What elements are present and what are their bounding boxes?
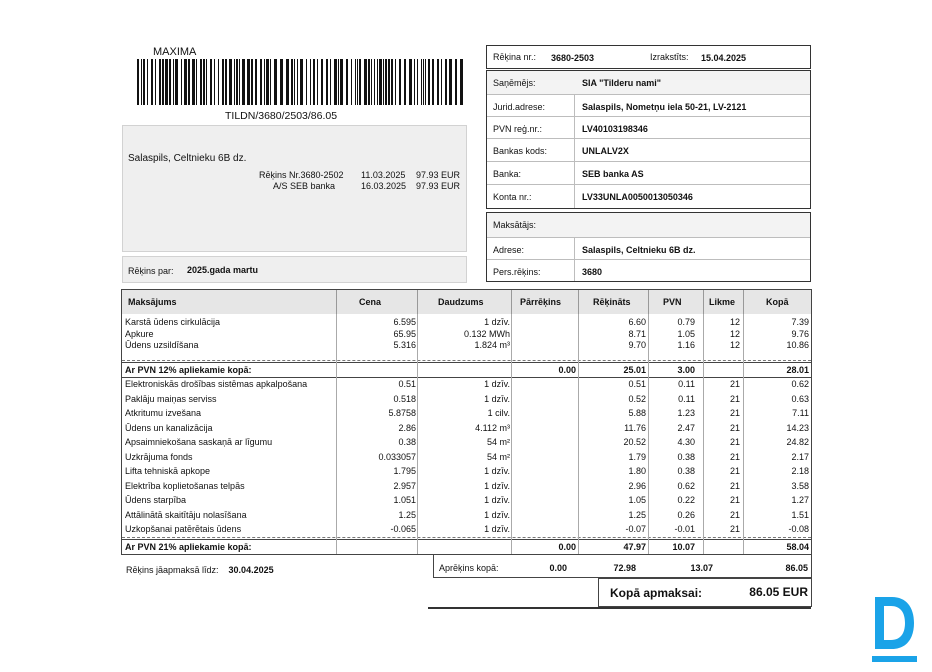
barcode-bar [280, 59, 283, 105]
barcode [137, 59, 467, 105]
cell-vat: 0.11 [678, 393, 695, 404]
cell-qty: 1 dzīv. [484, 480, 510, 491]
barcode-bar [260, 59, 262, 105]
barcode-bar [388, 59, 390, 105]
cell-name: Lifta tehniskā apkope [125, 466, 211, 476]
prev-invoice-amount: 97.93 EUR [416, 170, 461, 180]
barcode-bar [266, 59, 269, 105]
row-value: Salaspils, Nometņu iela 50-21, LV-2121 [582, 102, 747, 112]
cell-billed: 1.05 [628, 495, 646, 505]
barcode-bar [441, 59, 442, 105]
column-header: Likme [704, 290, 744, 314]
subtotal-vat: 10.07 [672, 542, 695, 552]
invoice-header [486, 45, 811, 69]
barcode-bar [428, 59, 430, 105]
prev-payment-date: 16.03.2025 [361, 181, 407, 191]
amount-due-box [598, 578, 812, 607]
cell-price: 2.86 [398, 422, 416, 433]
barcode-bar [264, 59, 265, 105]
subtotal-label: Ar PVN 12% apliekamie kopā: [125, 365, 252, 375]
cell-price: 0.51 [398, 379, 416, 389]
row-label: Pers.rēķins: [493, 267, 541, 277]
cell-price: -0.065 [390, 524, 416, 534]
summary-label: Aprēķins kopā: [439, 563, 499, 573]
cell-qty: 1 cilv. [487, 408, 510, 418]
barcode-bar [210, 59, 212, 105]
column-divider [743, 314, 744, 554]
barcode-bar [417, 59, 418, 105]
barcode-bar [147, 59, 148, 105]
subtotal-label: Ar PVN 21% apliekamie kopā: [125, 542, 252, 552]
barcode-bar [404, 59, 406, 105]
cell-total: 9.76 [791, 328, 809, 339]
barcode-bar [143, 59, 145, 105]
subtotal-recalc: 0.00 [558, 365, 576, 375]
barcode-bar [255, 59, 257, 105]
barcode-bar [455, 59, 457, 105]
cell-vat: 1.05 [677, 328, 695, 339]
barcode-bar [184, 59, 187, 105]
barcode-bar [196, 59, 197, 105]
subtotal-billed: 47.97 [623, 542, 646, 552]
prev-invoice-date: 11.03.2025 [361, 170, 406, 180]
cell-vat: 0.38 [677, 451, 695, 462]
cell-price: 65.95 [393, 328, 416, 339]
subtotal-billed: 25.01 [623, 365, 646, 375]
cell-name: Elektroniskās drošības sistēmas apkalpošana [125, 379, 308, 389]
cell-name: Apkure [125, 328, 154, 339]
cell-vat: 4.30 [677, 437, 695, 447]
cell-price: 5.8758 [388, 408, 416, 418]
barcode-bar [181, 59, 182, 105]
cell-vat: 2.47 [677, 422, 695, 433]
barcode-bar [239, 59, 240, 105]
barcode-bar [206, 59, 207, 105]
barcode-bar [423, 59, 424, 105]
invoice-number-label: Rēķina nr.: [493, 52, 537, 62]
barcode-bar [445, 59, 447, 105]
barcode-bar [368, 59, 370, 105]
billing-period [122, 256, 467, 283]
row-value: LV33UNLA0050013050346 [582, 192, 693, 202]
divider [122, 360, 811, 361]
subtotal-row [122, 362, 811, 378]
cell-total: 10.86 [786, 340, 809, 350]
customer-address: Salaspils, Celtnieku 6B dz. [128, 153, 247, 164]
barcode-bar [192, 59, 195, 105]
barcode-bar [330, 59, 331, 105]
cell-total: -0.08 [788, 524, 809, 534]
row-value: Salaspils, Celtnieku 6B dz. [582, 245, 696, 255]
column-header: PVN [649, 290, 704, 314]
barcode-bar [338, 59, 339, 105]
row-value: SIA "Tilderu nami" [582, 78, 662, 88]
table-row [122, 480, 811, 491]
cell-price: 0.518 [393, 393, 416, 404]
cell-rate: 21 [729, 509, 740, 520]
column-header: Maksājums [122, 290, 337, 314]
table-row [122, 328, 811, 339]
row-label: Banka: [493, 169, 522, 179]
barcode-bar [214, 59, 215, 105]
cell-rate: 21 [729, 379, 740, 389]
issued-label: Izrakstīts: [650, 52, 689, 62]
barcode-bar [385, 59, 387, 105]
cell-vat: 0.62 [677, 480, 695, 491]
cell-vat: 0.79 [677, 317, 695, 327]
barcode-bar [379, 59, 382, 105]
table-row [122, 339, 811, 350]
cell-rate: 21 [729, 422, 740, 433]
barcode-bar [383, 59, 384, 105]
cell-total: 2.17 [791, 451, 809, 462]
row-value: LV40103198346 [582, 124, 648, 134]
cell-billed: 1.79 [628, 451, 646, 462]
barcode-bar [236, 59, 238, 105]
recipient-block [486, 70, 811, 209]
row-label: PVN reģ.nr.: [493, 124, 543, 134]
barcode-text: TILDN/3680/2503/86.05 [225, 110, 338, 122]
cell-total: 1.51 [791, 509, 809, 520]
cell-rate: 21 [729, 524, 740, 534]
cell-name: Ūdens un kanalizācija [125, 422, 213, 433]
period-value: 2025.gada martu [187, 265, 259, 275]
customer-address-box [122, 125, 467, 252]
cell-billed: 6.60 [628, 317, 646, 327]
subtotal-row [122, 539, 811, 555]
barcode-bar [222, 59, 224, 105]
brand-logo-icon [872, 594, 917, 662]
barcode-bar [225, 59, 227, 105]
column-header: Pārrēķins [512, 290, 579, 314]
column-header: Cena [337, 290, 418, 314]
cell-qty: 4.112 m³ [475, 422, 510, 433]
subtotal-vat: 3.00 [677, 365, 695, 375]
payer-row [487, 237, 810, 260]
cell-rate: 12 [729, 328, 740, 339]
column-divider [578, 314, 579, 554]
cell-vat: 0.22 [677, 495, 695, 505]
cell-name: Karstā ūdens cirkulācija [125, 317, 221, 327]
barcode-bar [374, 59, 375, 105]
barcode-bar [251, 59, 253, 105]
table-row [122, 393, 811, 404]
column-header: Kopā [744, 290, 811, 314]
barcode-bar [334, 59, 337, 105]
subtotal-total: 28.01 [786, 365, 809, 375]
cell-price: 0.033057 [378, 451, 416, 462]
cell-total: 24.82 [786, 437, 809, 447]
recipient-row [487, 138, 810, 162]
cell-name: Uzkrājuma fonds [125, 451, 193, 462]
cell-qty: 54 m² [486, 437, 510, 447]
summary-row [433, 555, 812, 578]
barcode-bar [377, 59, 378, 105]
charges-table [121, 289, 812, 555]
cell-billed: 1.25 [628, 509, 646, 520]
column-header: Daudzums [418, 290, 512, 314]
barcode-bar [229, 59, 232, 105]
cell-billed: 1.80 [628, 466, 646, 476]
barcode-bar [200, 59, 202, 105]
barcode-bar [155, 59, 156, 105]
barcode-bar [297, 59, 298, 105]
cell-vat: 0.26 [677, 509, 695, 520]
row-label: Adrese: [493, 245, 525, 255]
cell-qty: 0.132 MWh [463, 328, 510, 339]
prev-payment-label: A/S SEB banka [273, 181, 336, 191]
cell-billed: 8.71 [628, 328, 646, 339]
table-row [122, 465, 811, 476]
cell-billed: 0.51 [628, 379, 646, 389]
cell-name: Ūdens starpība [125, 495, 187, 505]
column-divider [648, 314, 649, 554]
barcode-bar [291, 59, 293, 105]
cell-vat: 1.23 [677, 408, 695, 418]
barcode-bar [151, 59, 153, 105]
cell-qty: 1 dzīv. [484, 495, 510, 505]
cell-total: 1.27 [791, 495, 809, 505]
summary-vat: 13.07 [690, 563, 713, 573]
barcode-bar [321, 59, 323, 105]
table-row [122, 316, 811, 327]
barcode-bar [310, 59, 311, 105]
row-label: Saņēmējs: [493, 78, 536, 88]
payer-block [486, 212, 811, 282]
barcode-bar [162, 59, 164, 105]
barcode-bar [425, 59, 426, 105]
row-value: SEB banka AS [582, 169, 644, 179]
cell-name: Apsaimniekošana saskaņā ar līgumu [125, 437, 273, 447]
barcode-bar [326, 59, 328, 105]
cell-vat: 0.38 [677, 466, 695, 476]
cell-name: Ūdens uzsildīšana [125, 340, 199, 350]
cell-rate: 21 [729, 408, 740, 418]
prev-payment-amount: 97.93 EUR [416, 181, 461, 191]
row-label: Maksātājs: [493, 220, 537, 230]
table-row [122, 422, 811, 433]
summary-total: 86.05 [785, 563, 808, 573]
barcode-bar [137, 59, 139, 105]
cell-vat: 0.11 [678, 379, 695, 389]
barcode-bar [355, 59, 356, 105]
cell-qty: 1 dzīv. [484, 524, 510, 534]
row-label: Konta nr.: [493, 192, 532, 202]
barcode-bar [242, 59, 245, 105]
barcode-bar [313, 59, 315, 105]
issued-date: 15.04.2025 [701, 53, 747, 63]
summary-recalc: 0.00 [549, 563, 567, 573]
column-divider [703, 314, 704, 554]
barcode-bar [357, 59, 358, 105]
cell-name: Atkritumu izvešana [125, 408, 202, 418]
cell-price: 1.051 [393, 495, 416, 505]
barcode-bar [159, 59, 161, 105]
barcode-bar [274, 59, 277, 105]
barcode-bar [421, 59, 422, 105]
logo-letter [875, 597, 914, 649]
barcode-bar [432, 59, 434, 105]
recipient-row [487, 184, 810, 208]
due-date [126, 565, 274, 575]
cell-rate: 21 [729, 451, 740, 462]
subtotal-total: 58.04 [786, 542, 809, 552]
cell-vat: -0.01 [674, 524, 695, 534]
cell-total: 14.23 [786, 422, 809, 433]
table-row [122, 451, 811, 462]
recipient-row [487, 94, 810, 117]
due-value: 30.04.2025 [228, 565, 274, 575]
cell-price: 1.795 [393, 466, 416, 476]
cell-rate: 12 [729, 317, 740, 327]
table-row [122, 378, 811, 389]
barcode-bar [346, 59, 348, 105]
cell-name: Elektrība koplietošanas telpās [125, 480, 245, 491]
table-row [122, 494, 811, 505]
column-divider [336, 314, 337, 554]
cell-billed: 0.52 [628, 393, 646, 404]
barcode-bar [437, 59, 439, 105]
barcode-bar [364, 59, 367, 105]
cell-billed: 5.88 [628, 408, 646, 418]
barcode-bar [294, 59, 295, 105]
cell-qty: 1 dzīv. [484, 317, 510, 327]
cell-price: 2.957 [393, 480, 416, 491]
row-value: UNLALV2X [582, 146, 629, 156]
row-label: Jurid.adrese: [493, 102, 546, 112]
barcode-bar [300, 59, 303, 105]
cell-name: Attālinātā skaitītāju nolasīšana [125, 509, 247, 520]
table-row [122, 509, 811, 520]
barcode-bar [234, 59, 235, 105]
cell-total: 2.18 [791, 466, 809, 476]
cell-rate: 21 [729, 495, 740, 505]
cell-total: 7.11 [792, 408, 809, 418]
cell-price: 5.316 [393, 340, 416, 350]
amount-due-value: 86.05 EUR [749, 585, 808, 599]
cell-name: Uzkopšanai patērētais ūdens [125, 524, 242, 534]
period-label: Rēķins par: [128, 266, 174, 276]
barcode-bar [203, 59, 205, 105]
cell-rate: 21 [729, 393, 740, 404]
cell-billed: -0.07 [625, 524, 646, 534]
barcode-bar [395, 59, 396, 105]
cell-billed: 20.52 [623, 437, 646, 447]
barcode-bar [141, 59, 142, 105]
cell-rate: 21 [729, 480, 740, 491]
column-divider [417, 314, 418, 554]
divider [428, 607, 811, 609]
cell-qty: 1 dzīv. [484, 379, 510, 389]
cell-billed: 11.76 [624, 422, 646, 433]
barcode-bar [173, 59, 174, 105]
barcode-bar [391, 59, 393, 105]
column-header: Rēķināts [579, 290, 649, 314]
divider [122, 537, 811, 538]
barcode-bar [460, 59, 463, 105]
cell-vat: 1.16 [677, 340, 695, 350]
cell-total: 7.39 [791, 317, 809, 327]
cell-qty: 1 dzīv. [484, 466, 510, 476]
recipient-row [487, 116, 810, 139]
cell-rate: 21 [729, 466, 740, 476]
payer-row [487, 259, 810, 282]
barcode-bar [399, 59, 401, 105]
cell-name: Paklāju maiņas serviss [125, 393, 217, 404]
cell-qty: 1 dzīv. [484, 509, 510, 520]
row-label: Bankas kods: [493, 146, 548, 156]
column-divider [511, 314, 512, 554]
table-row [122, 436, 811, 447]
recipient-row [487, 71, 810, 94]
invoice-number: 3680-2503 [551, 53, 595, 63]
cell-billed: 9.70 [628, 340, 646, 350]
recipient-row [487, 161, 810, 185]
barcode-bar [165, 59, 168, 105]
amount-due-label: Kopā apmaksai: [610, 586, 703, 600]
barcode-bar [247, 59, 250, 105]
cell-rate: 12 [729, 340, 740, 350]
summary-billed: 72.98 [613, 563, 636, 573]
barcode-bar [169, 59, 171, 105]
barcode-bar [414, 59, 415, 105]
barcode-bar [188, 59, 190, 105]
prev-invoice-label: Rēķins Nr.3680-2502 [259, 170, 344, 180]
barcode-bar [270, 59, 271, 105]
table-row [122, 523, 811, 534]
cell-price: 0.38 [398, 437, 416, 447]
merchant-name: MAXIMA [153, 46, 197, 58]
subtotal-recalc: 0.00 [558, 542, 576, 552]
barcode-bar [449, 59, 452, 105]
due-label: Rēķins jāapmaksā līdz: [126, 565, 219, 575]
cell-rate: 21 [729, 437, 740, 447]
cell-qty: 1.824 m³ [474, 340, 510, 350]
cell-total: 3.58 [791, 480, 809, 491]
barcode-bar [286, 59, 289, 105]
table-row [122, 407, 811, 418]
barcode-bar [306, 59, 307, 105]
barcode-bar [359, 59, 361, 105]
barcode-bar [317, 59, 318, 105]
row-value: 3680 [582, 267, 603, 277]
barcode-bar [340, 59, 343, 105]
cell-price: 1.25 [398, 509, 416, 520]
barcode-bar [409, 59, 412, 105]
cell-price: 6.595 [393, 317, 416, 327]
cell-billed: 2.96 [628, 480, 646, 491]
barcode-bar [371, 59, 372, 105]
barcode-bar [218, 59, 219, 105]
cell-qty: 54 m² [486, 451, 510, 462]
cell-qty: 1 dzīv. [484, 393, 510, 404]
payer-row [487, 213, 810, 237]
barcode-bar [351, 59, 352, 105]
cell-total: 0.63 [791, 393, 809, 404]
logo-underline [872, 656, 917, 662]
barcode-bar [175, 59, 178, 105]
cell-total: 0.62 [791, 379, 809, 389]
